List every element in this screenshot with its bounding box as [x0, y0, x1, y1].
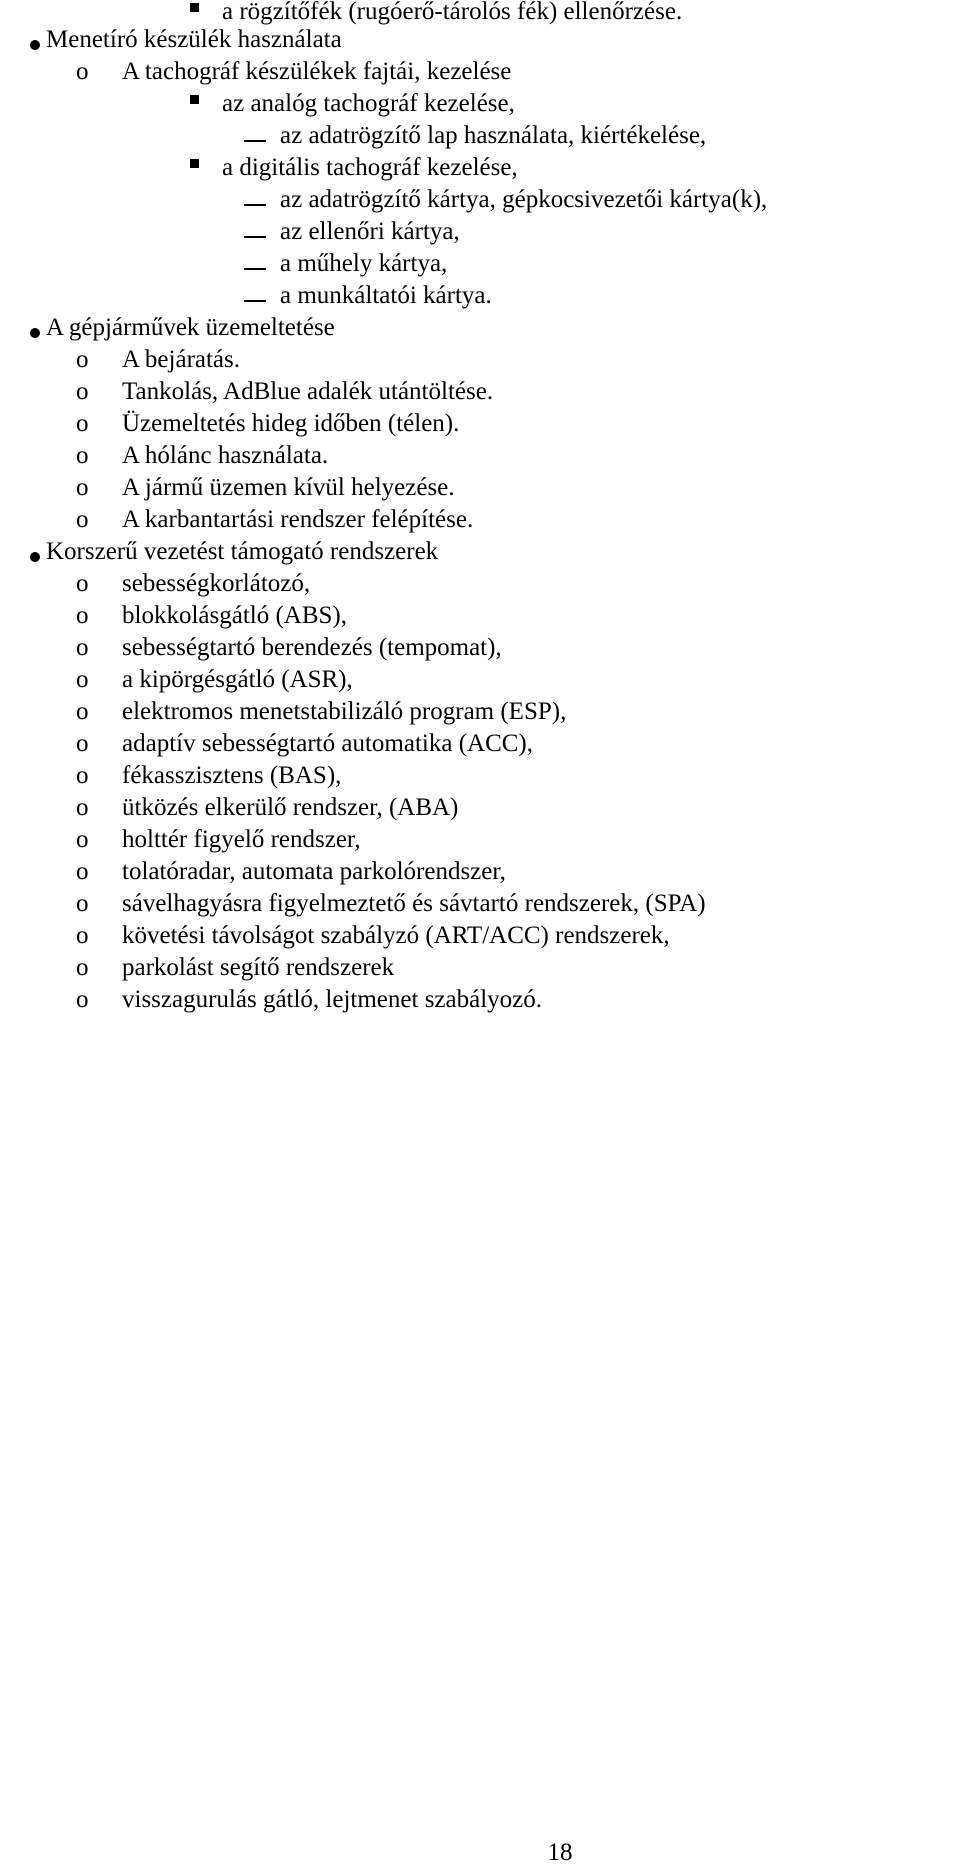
bullet-icon: [30, 40, 40, 50]
list-item-text: a műhely kártya,: [280, 250, 448, 277]
list-item-text: parkolást segítő rendszerek: [122, 954, 395, 981]
hollow-bullet-icon: o: [76, 922, 89, 949]
hollow-bullet-icon: o: [76, 666, 89, 693]
hollow-bullet-icon: o: [76, 730, 89, 757]
hollow-bullet-icon: o: [76, 986, 89, 1013]
list-item-text: sebességtartó berendezés (tempomat),: [122, 634, 502, 661]
list-item-text: A tachográf készülékek fajtái, kezelése: [122, 58, 512, 85]
dash-bullet-icon: [244, 140, 266, 142]
hollow-bullet-icon: o: [76, 794, 89, 821]
list-item-text: a rögzítőfék (rugóerő-tárolós fék) ellenőrzése.: [222, 0, 683, 25]
hollow-bullet-icon: o: [76, 58, 89, 85]
square-bullet-icon: [190, 159, 199, 168]
hollow-bullet-icon: o: [76, 346, 89, 373]
list-item-text: Tankolás, AdBlue adalék utántöltése.: [122, 378, 494, 405]
page-number: 18: [547, 1839, 573, 1866]
list-item-text: holttér figyelő rendszer,: [122, 826, 361, 853]
hollow-bullet-icon: o: [76, 762, 89, 789]
dash-bullet-icon: [244, 204, 266, 206]
list-item-text: Menetíró készülék használata: [46, 26, 342, 53]
list-item-text: A bejáratás.: [122, 346, 241, 373]
bullet-icon: [30, 552, 40, 562]
hollow-bullet-icon: o: [76, 442, 89, 469]
hollow-bullet-icon: o: [76, 602, 89, 629]
list-item-text: az adatrögzítő kártya, gépkocsivezetői kártya(k),: [280, 186, 768, 213]
list-item-text: visszagurulás gátló, lejtmenet szabályozó.: [122, 986, 543, 1013]
list-item-text: az adatrögzítő lap használata, kiértékelése,: [280, 122, 707, 149]
list-item-text: Üzemeltetés hideg időben (télen).: [122, 410, 460, 437]
hollow-bullet-icon: o: [76, 410, 89, 437]
hollow-bullet-icon: o: [76, 506, 89, 533]
list-item-text: adaptív sebességtartó automatika (ACC),: [122, 730, 533, 757]
list-item-text: a digitális tachográf kezelése,: [222, 154, 518, 181]
square-bullet-icon: [190, 3, 199, 12]
list-item-text: A jármű üzemen kívül helyezése.: [122, 474, 455, 501]
hollow-bullet-icon: o: [76, 698, 89, 725]
list-item-text: az analóg tachográf kezelése,: [222, 90, 515, 117]
list-item-text: blokkolásgátló (ABS),: [122, 602, 347, 629]
list-item-text: az ellenőri kártya,: [280, 218, 460, 245]
square-bullet-icon: [190, 95, 199, 104]
list-item-text: sávelhagyásra figyelmeztető és sávtartó rendszerek, (SPA): [122, 890, 706, 917]
bullet-icon: [30, 328, 40, 338]
hollow-bullet-icon: o: [76, 570, 89, 597]
hollow-bullet-icon: o: [76, 634, 89, 661]
hollow-bullet-icon: o: [76, 378, 89, 405]
list-item-text: sebességkorlátozó,: [122, 570, 311, 597]
hollow-bullet-icon: o: [76, 474, 89, 501]
list-item-text: A hólánc használata.: [122, 442, 329, 469]
list-item-text: fékasszisztens (BAS),: [122, 762, 342, 789]
list-item-text: a kipörgésgátló (ASR),: [122, 666, 353, 693]
list-item-text: ütközés elkerülő rendszer, (ABA): [122, 794, 459, 821]
hollow-bullet-icon: o: [76, 954, 89, 981]
list-item-text: A gépjárművek üzemeltetése: [46, 314, 335, 341]
list-item-text: A karbantartási rendszer felépítése.: [122, 506, 474, 533]
list-item-text: követési távolságot szabályzó (ART/ACC) rendszerek,: [122, 922, 670, 949]
list-item-text: elektromos menetstabilizáló program (ESP),: [122, 698, 567, 725]
hollow-bullet-icon: o: [76, 890, 89, 917]
dash-bullet-icon: [244, 236, 266, 238]
hollow-bullet-icon: o: [76, 826, 89, 853]
list-item-text: Korszerű vezetést támogató rendszerek: [46, 538, 439, 565]
hollow-bullet-icon: o: [76, 858, 89, 885]
list-item-text: a munkáltatói kártya.: [280, 282, 492, 309]
dash-bullet-icon: [244, 268, 266, 270]
list-item-text: tolatóradar, automata parkolórendszer,: [122, 858, 506, 885]
dash-bullet-icon: [244, 300, 266, 302]
